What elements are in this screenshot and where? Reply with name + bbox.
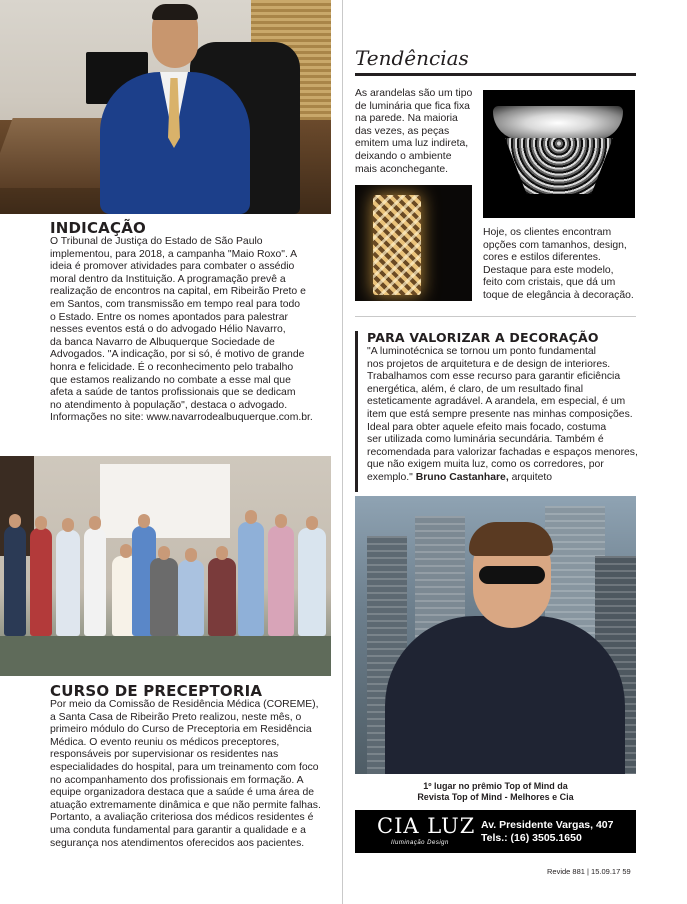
valorizar-line: item que está sempre presente nas minhas composições. <box>367 408 633 420</box>
tendencias-title: Tendências <box>355 46 469 70</box>
indicacao-line: nesses eventos está o do advogado Hélio Navarro, <box>50 324 286 336</box>
indicacao-line: honra e felicidade. É o reconhecimento pelo trabalho <box>50 361 294 373</box>
architect-skyscraper-photo <box>355 496 636 774</box>
valorizar-line: esteticamente agradável. A arandela, em especial, é um <box>367 396 626 408</box>
crystal-sconce-photo <box>483 90 635 218</box>
hoje-line: cores e estilos diferentes. <box>483 252 601 264</box>
indicacao-heading: INDICAÇÃO <box>50 219 146 237</box>
curso-line: Por meio da Comissão de Residência Médica (COREME), <box>50 699 319 710</box>
indicacao-line: o Estado. Entre os nomes apontados para palestrar <box>50 311 288 323</box>
curso-line: uma conduta fundamental para garantir a qualidade e a <box>50 824 306 836</box>
quote-bar <box>355 331 358 492</box>
intro-line: das vezes, as peças <box>355 125 450 137</box>
intro-line: de luminária que fica fixa <box>355 100 470 112</box>
tendencias-rule <box>355 73 636 76</box>
indicacao-line: O Tribunal de Justiça do Estado de São Paulo <box>50 236 263 247</box>
lawyer-office-photo <box>0 0 331 214</box>
tendencias-intro <box>355 88 480 176</box>
valorizar-line: ser utilizada como luminária secundária. Também é <box>367 434 604 446</box>
valorizar-line: energética, além, é claro, de um resultado final <box>367 383 584 395</box>
valorizar-last-prefix: exemplo." <box>367 471 413 483</box>
indicacao-line: que estamos realizando no combate a esse mal que <box>50 374 291 386</box>
panel-sconce-photo <box>355 185 472 301</box>
indicacao-line: em Santos, com transmissão em tempo real para todo <box>50 298 301 310</box>
curso-line: segurança nos atendimentos oferecidos aos pacientes. <box>50 837 305 849</box>
valorizar-line: Ideal para obter aquele efeito mais focado, costuma <box>367 421 607 433</box>
cia-luz-address: Av. Presidente Vargas, 407 <box>481 819 614 831</box>
curso-line: no acompanhamento dos profissionais em formação. A <box>50 774 304 786</box>
quote-author: Bruno Castanhare, <box>415 471 509 483</box>
valorizar-line: que não exigem muita luz, como os corredores, por <box>367 459 604 471</box>
valorizar-last-line <box>367 472 642 485</box>
section-separator <box>355 316 636 317</box>
tendencias-hoje <box>483 227 643 303</box>
intro-line: emitem uma luz indireta, <box>355 138 469 150</box>
cia-luz-logo: CIA LUZ <box>377 814 476 838</box>
caption-line: Revista Top of Mind - Melhores e Cia <box>417 792 574 802</box>
indicacao-line: Advogados. "A indicação, por si só, é motivo de grande <box>50 349 305 361</box>
curso-text <box>50 699 335 850</box>
intro-line: mais aconchegante. <box>355 163 448 175</box>
intro-line: As arandelas são um tipo <box>355 88 473 99</box>
indicacao-text <box>50 236 335 425</box>
valorizar-line: recomendada para valorizar fachadas e espaços menores, <box>367 446 638 458</box>
indicacao-line: no atendimento à população", destaca o advogado. <box>50 399 288 411</box>
photo-caption <box>355 781 636 803</box>
column-divider <box>342 0 343 904</box>
indicacao-line: ideia é promover atividades para combater o assédio <box>50 261 295 273</box>
quote-role: arquiteto <box>511 471 553 483</box>
curso-line: primeiro módulo do Curso de Preceptoria em Residência <box>50 724 312 736</box>
hoje-line: toque de elegância à decoração. <box>483 289 634 301</box>
curso-heading: CURSO DE PRECEPTORIA <box>50 682 263 700</box>
intro-line: deixando o ambiente <box>355 150 452 162</box>
indicacao-line: Informações no site: www.navarrodealbuquerque.com.br. <box>50 412 313 424</box>
valorizar-line: nos projetos de arquitetura e de design de interiores. <box>367 358 611 370</box>
hoje-line: opções com tamanhos, design, <box>483 239 627 251</box>
caption-line: 1º lugar no prêmio Top of Mind da <box>423 781 568 791</box>
hoje-line: feito com cristais, que dá um <box>483 277 616 289</box>
valorizar-heading: PARA VALORIZAR A DECORAÇÃO <box>367 330 599 345</box>
hoje-line: Destaque para este modelo, <box>483 264 614 276</box>
indicacao-line: afeta a saúde de tantos profissionais que se dedicam <box>50 387 296 399</box>
preceptoria-group-photo <box>0 456 331 676</box>
valorizar-line: "A luminotécnica se tornou um ponto fundamental <box>367 346 596 357</box>
indicacao-line: moral dentro da Instituição. A programação prevê a <box>50 273 286 285</box>
indicacao-line: implementou, para 2018, a campanha "Maio Roxo". A <box>50 248 298 260</box>
curso-line: especialidades do hospital, para um treinamento com foco <box>50 761 319 773</box>
curso-line: atuação extremamente dinâmica e que não permite falhas. <box>50 799 321 811</box>
indicacao-line: realização de encontros na capital, em Ribeirão Preto e <box>50 286 306 298</box>
intro-line: na parede. Na maioria <box>355 113 458 125</box>
cia-luz-contact <box>481 819 614 845</box>
hoje-line: Hoje, os clientes encontram <box>483 227 612 238</box>
cia-luz-phone: Tels.: (16) 3505.1650 <box>481 832 582 844</box>
curso-line: equipe organizadora destaca que a saúde é uma área de <box>50 787 315 799</box>
valorizar-line: Trabalhamos com esse recurso para garantir eficiência <box>367 371 621 383</box>
curso-line: responsáveis por supervisionar os residentes nas <box>50 749 279 761</box>
valorizar-text <box>367 346 642 485</box>
curso-line: Portanto, a avaliação criteriosa dos médicos residentes é <box>50 812 314 824</box>
page-footer: Revide 881 | 15.09.17 59 <box>547 867 631 876</box>
curso-line: a Santa Casa de Ribeirão Preto realizou, neste mês, o <box>50 711 302 723</box>
indicacao-line: da banca Navarro de Albuquerque Sociedade de <box>50 336 275 348</box>
curso-line: Médica. O evento reuniu os médicos preceptores, <box>50 736 280 748</box>
cia-luz-subtitle: Iluminação Design <box>391 840 449 846</box>
